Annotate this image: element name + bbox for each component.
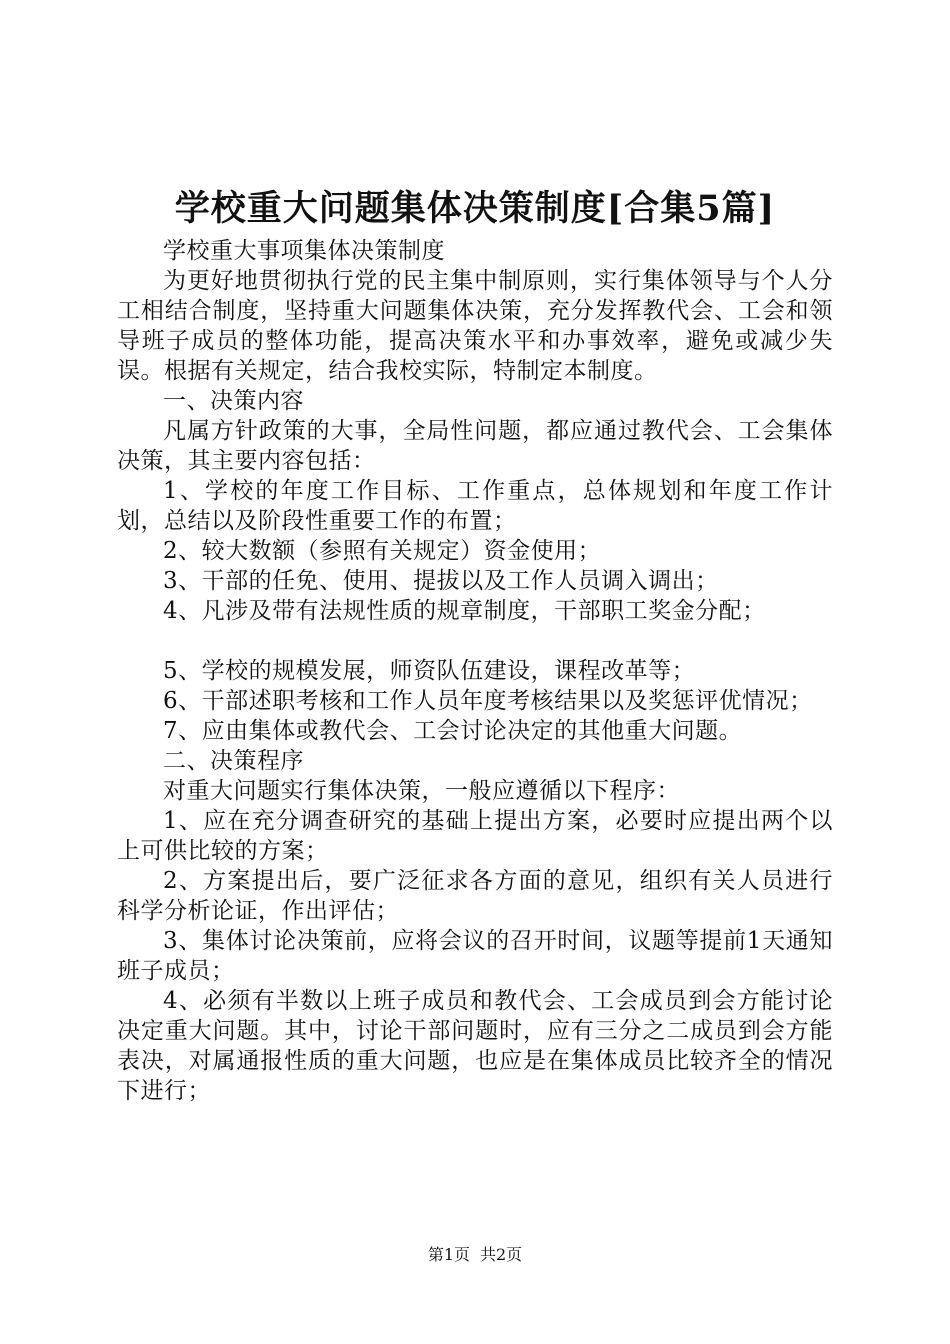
page-footer — [0, 1244, 950, 1266]
section-heading-decision-procedure: 二、决策程序 — [163, 748, 304, 774]
list-item: 1、应在充分调查研究的基础上提出方案，必要时应提出两个以上可供比较的方案； — [117, 808, 833, 864]
blank-line — [117, 626, 833, 656]
document-title: 学校重大问题集体决策制度[合集5篇] — [174, 188, 776, 229]
list-item: 7、应由集体或教代会、工会讨论决定的其他重大问题。 — [163, 718, 743, 744]
list-item: 1、学校的年度工作目标、工作重点，总体规划和年度工作计划，总结以及阶段性重要工作的布置； — [117, 478, 833, 534]
page-number: 第1页 — [427, 1245, 470, 1264]
list-item: 4、必须有半数以上班子成员和教代会、工会成员到会方能讨论决定重大问题。其中，讨论干部问题时，应有三分之二成员到会方能表决，对属通报性质的重大问题，也应是在集体成员比较齐全的情况下进行； — [117, 988, 833, 1104]
list-item: 4、凡涉及带有法规性质的规章制度，干部职工奖金分配； — [163, 598, 766, 624]
list-item: 5、学校的规模发展，师资队伍建设，课程改革等； — [163, 658, 696, 684]
list-item: 6、干部述职考核和工作人员年度考核结果以及奖惩评优情况； — [163, 688, 813, 714]
list-item: 3、集体讨论决策前，应将会议的召开时间，议题等提前1天通知班子成员； — [117, 928, 833, 984]
intro-paragraph: 为更好地贯彻执行党的民主集中制原则，实行集体领导与个人分工相结合制度，坚持重大问题集体决策，充分发挥教代会、工会和领导班子成员的整体功能，提高决策水平和办事效率，避免或减少失误。根据有关规定，结合我校实际，特制定本制度。 — [117, 268, 833, 384]
list-item: 3、干部的任免、使用、提拔以及工作人员调入调出； — [163, 568, 719, 594]
list-item: 2、方案提出后，要广泛征求各方面的意见，组织有关人员进行科学分析论证，作出评估； — [117, 868, 833, 924]
list-item: 2、较大数额（参照有关规定）资金使用； — [163, 538, 602, 564]
subtitle-paragraph: 学校重大事项集体决策制度 — [163, 238, 445, 264]
page-total: 共2页 — [480, 1245, 523, 1264]
document-body — [117, 236, 833, 1106]
decision-content-paragraph: 凡属方针政策的大事，全局性问题，都应通过教代会、工会集体决策，其主要内容包括： — [117, 418, 833, 474]
section-heading-decision-content: 一、决策内容 — [163, 388, 304, 414]
procedure-intro-paragraph: 对重大问题实行集体决策，一般应遵循以下程序： — [163, 778, 680, 804]
